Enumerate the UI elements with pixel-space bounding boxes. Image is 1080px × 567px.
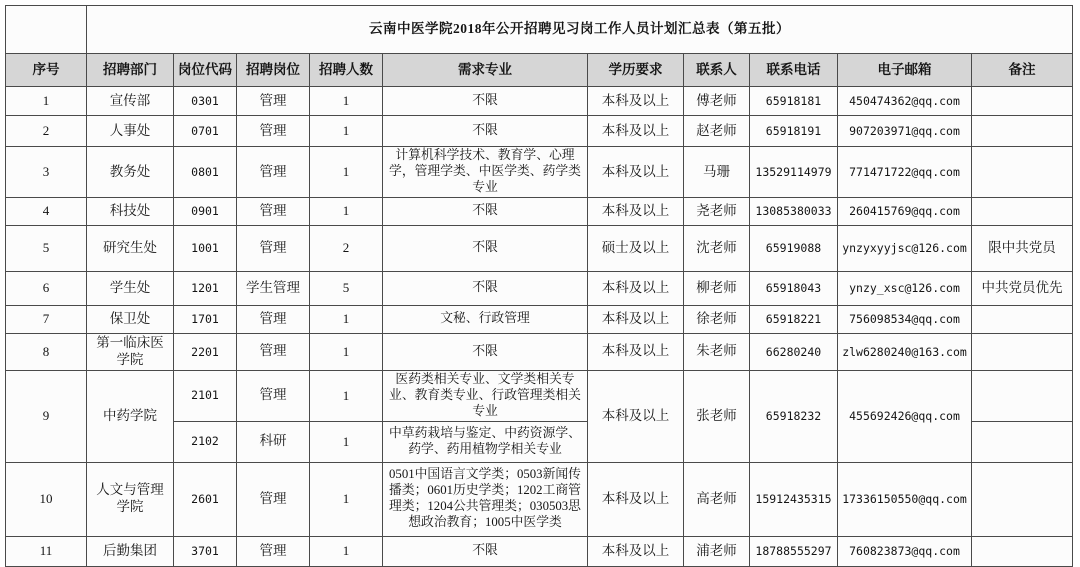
table-cell: 保卫处 bbox=[87, 305, 174, 333]
table-cell: 本科及以上 bbox=[588, 87, 684, 116]
table-cell: 65918181 bbox=[750, 87, 838, 116]
table-cell: 1701 bbox=[174, 305, 237, 333]
table-cell: 赵老师 bbox=[684, 116, 750, 147]
table-cell: 教务处 bbox=[87, 147, 174, 198]
column-header-6: 需求专业 bbox=[383, 54, 588, 87]
table-row bbox=[6, 116, 1073, 147]
table-row bbox=[6, 462, 1073, 536]
table-cell: 管理 bbox=[237, 147, 310, 198]
column-header-8: 联系人 bbox=[684, 54, 750, 87]
table-row bbox=[6, 225, 1073, 271]
table-cell: 管理 bbox=[237, 462, 310, 536]
table-cell: 3701 bbox=[174, 536, 237, 566]
table-cell: 不限 bbox=[383, 225, 588, 271]
table-cell: 管理 bbox=[237, 333, 310, 370]
table-cell: 65918191 bbox=[750, 116, 838, 147]
table-row bbox=[6, 197, 1073, 225]
table-cell: zlw6280240@163.com bbox=[838, 333, 972, 370]
table-cell: 计算机科学技术、教育学、心理学，管理学类、中医学类、药学类专业 bbox=[383, 147, 588, 198]
table-cell: 0701 bbox=[174, 116, 237, 147]
table-cell: 1 bbox=[310, 197, 383, 225]
table-cell: 1 bbox=[310, 147, 383, 198]
table-cell: 1 bbox=[310, 305, 383, 333]
table-cell: 本科及以上 bbox=[588, 147, 684, 198]
table-cell: 人文与管理学院 bbox=[87, 462, 174, 536]
table-cell bbox=[972, 333, 1073, 370]
table-cell: 本科及以上 bbox=[588, 305, 684, 333]
table-cell: 柳老师 bbox=[684, 271, 750, 305]
table-cell: 不限 bbox=[383, 271, 588, 305]
table-cell: 学生处 bbox=[87, 271, 174, 305]
table-cell: 7 bbox=[6, 305, 87, 333]
table-cell: 中共党员优先 bbox=[972, 271, 1073, 305]
table-cell: 朱老师 bbox=[684, 333, 750, 370]
table-cell: 1 bbox=[310, 462, 383, 536]
table-cell: 后勤集团 bbox=[87, 536, 174, 566]
table-row bbox=[6, 333, 1073, 370]
table-cell: 10 bbox=[6, 462, 87, 536]
table-cell: 455692426@qq.com bbox=[838, 370, 972, 462]
table-cell: 907203971@qq.com bbox=[838, 116, 972, 147]
table-cell: 1 bbox=[6, 87, 87, 116]
table-cell: ynzy_xsc@126.com bbox=[838, 271, 972, 305]
table-cell: 1 bbox=[310, 116, 383, 147]
table-cell: 2102 bbox=[174, 421, 237, 462]
table-cell: 管理 bbox=[237, 87, 310, 116]
table-cell: 不限 bbox=[383, 333, 588, 370]
table-cell: 2 bbox=[310, 225, 383, 271]
table-cell: 管理 bbox=[237, 116, 310, 147]
table-cell bbox=[972, 87, 1073, 116]
table-cell: 马珊 bbox=[684, 147, 750, 198]
table-cell: 2201 bbox=[174, 333, 237, 370]
table-cell: 13085380033 bbox=[750, 197, 838, 225]
table-cell: 17336150550@qq.com bbox=[838, 462, 972, 536]
table-cell: 研究生处 bbox=[87, 225, 174, 271]
table-cell: 本科及以上 bbox=[588, 333, 684, 370]
table-cell: 756098534@qq.com bbox=[838, 305, 972, 333]
table-cell: 65918043 bbox=[750, 271, 838, 305]
table-cell: 第一临床医学院 bbox=[87, 333, 174, 370]
table-cell: 2101 bbox=[174, 370, 237, 421]
table-cell: 本科及以上 bbox=[588, 370, 684, 462]
table-cell: ynzyxyyjsc@126.com bbox=[838, 225, 972, 271]
table-cell: 2 bbox=[6, 116, 87, 147]
table-cell: 65918221 bbox=[750, 305, 838, 333]
corner-cell bbox=[6, 6, 87, 54]
table-cell: 65919088 bbox=[750, 225, 838, 271]
table-cell: 11 bbox=[6, 536, 87, 566]
column-header-11: 备注 bbox=[972, 54, 1073, 87]
table-cell: 沈老师 bbox=[684, 225, 750, 271]
recruitment-table bbox=[5, 5, 1073, 567]
table-cell: 宣传部 bbox=[87, 87, 174, 116]
table-cell: 管理 bbox=[237, 197, 310, 225]
table-cell: 高老师 bbox=[684, 462, 750, 536]
table-cell: 管理 bbox=[237, 536, 310, 566]
table-cell: 医药类相关专业、文学类相关专业、教育类专业、行政管理类相关专业 bbox=[383, 370, 588, 421]
table-cell: 18788555297 bbox=[750, 536, 838, 566]
table-cell bbox=[972, 421, 1073, 462]
table-cell: 1 bbox=[310, 536, 383, 566]
header-row bbox=[6, 54, 1073, 87]
table-cell: 4 bbox=[6, 197, 87, 225]
table-cell: 本科及以上 bbox=[588, 536, 684, 566]
table-cell bbox=[972, 197, 1073, 225]
table-cell: 0901 bbox=[174, 197, 237, 225]
table-cell: 1 bbox=[310, 421, 383, 462]
table-cell: 中草药栽培与鉴定、中药资源学、药学、药用植物学相关专业 bbox=[383, 421, 588, 462]
table-cell: 不限 bbox=[383, 87, 588, 116]
table-cell: 13529114979 bbox=[750, 147, 838, 198]
table-row bbox=[6, 271, 1073, 305]
table-cell: 1 bbox=[310, 333, 383, 370]
table-cell: 5 bbox=[310, 271, 383, 305]
table-cell: 0801 bbox=[174, 147, 237, 198]
column-header-3: 岗位代码 bbox=[174, 54, 237, 87]
table-cell: 管理 bbox=[237, 305, 310, 333]
table-cell: 本科及以上 bbox=[588, 116, 684, 147]
column-header-10: 电子邮箱 bbox=[838, 54, 972, 87]
column-header-4: 招聘岗位 bbox=[237, 54, 310, 87]
table-cell: 760823873@qq.com bbox=[838, 536, 972, 566]
table-cell bbox=[972, 305, 1073, 333]
table-cell: 3 bbox=[6, 147, 87, 198]
table-cell: 不限 bbox=[383, 536, 588, 566]
table-cell bbox=[972, 147, 1073, 198]
table-row bbox=[6, 147, 1073, 198]
column-header-2: 招聘部门 bbox=[87, 54, 174, 87]
table-row bbox=[6, 536, 1073, 566]
table-cell bbox=[972, 370, 1073, 421]
table-cell: 科研 bbox=[237, 421, 310, 462]
table-row bbox=[6, 87, 1073, 116]
column-header-1: 序号 bbox=[6, 54, 87, 87]
title-row bbox=[6, 6, 1073, 54]
table-cell: 771471722@qq.com bbox=[838, 147, 972, 198]
table-cell bbox=[972, 462, 1073, 536]
table-row bbox=[6, 370, 1073, 421]
table-cell: 文秘、行政管理 bbox=[383, 305, 588, 333]
table-cell: 管理 bbox=[237, 225, 310, 271]
table-cell: 450474362@qq.com bbox=[838, 87, 972, 116]
table-cell: 本科及以上 bbox=[588, 462, 684, 536]
table-cell: 张老师 bbox=[684, 370, 750, 462]
table-cell: 1001 bbox=[174, 225, 237, 271]
table-cell: 66280240 bbox=[750, 333, 838, 370]
table-cell: 限中共党员 bbox=[972, 225, 1073, 271]
table-cell: 本科及以上 bbox=[588, 271, 684, 305]
table-cell: 15912435315 bbox=[750, 462, 838, 536]
table-cell: 2601 bbox=[174, 462, 237, 536]
table-cell: 1 bbox=[310, 87, 383, 116]
table-cell: 人事处 bbox=[87, 116, 174, 147]
table-cell: 尧老师 bbox=[684, 197, 750, 225]
column-header-9: 联系电话 bbox=[750, 54, 838, 87]
table-cell: 不限 bbox=[383, 197, 588, 225]
table-cell: 6 bbox=[6, 271, 87, 305]
table-cell: 中药学院 bbox=[87, 370, 174, 462]
table-body bbox=[6, 87, 1073, 567]
table-row bbox=[6, 305, 1073, 333]
column-header-7: 学历要求 bbox=[588, 54, 684, 87]
table-cell: 0501中国语言文学类；0503新闻传播类；0601历史学类；1202工商管理类；1204公共管理类；030503思想政治教育；1005中医学类 bbox=[383, 462, 588, 536]
table-cell: 科技处 bbox=[87, 197, 174, 225]
table-cell: 9 bbox=[6, 370, 87, 462]
table-cell: 浦老师 bbox=[684, 536, 750, 566]
table-cell: 65918232 bbox=[750, 370, 838, 462]
table-cell: 260415769@qq.com bbox=[838, 197, 972, 225]
table-cell bbox=[972, 536, 1073, 566]
table-cell: 傅老师 bbox=[684, 87, 750, 116]
table-cell: 不限 bbox=[383, 116, 588, 147]
column-header-5: 招聘人数 bbox=[310, 54, 383, 87]
table-cell: 0301 bbox=[174, 87, 237, 116]
table-cell: 1 bbox=[310, 370, 383, 421]
table-cell: 徐老师 bbox=[684, 305, 750, 333]
table-cell: 5 bbox=[6, 225, 87, 271]
table-cell: 硕士及以上 bbox=[588, 225, 684, 271]
page-title: 云南中医学院2018年公开招聘见习岗工作人员计划汇总表（第五批） bbox=[87, 6, 1073, 54]
table-cell: 8 bbox=[6, 333, 87, 370]
table-cell: 1201 bbox=[174, 271, 237, 305]
table-cell bbox=[972, 116, 1073, 147]
table-cell: 本科及以上 bbox=[588, 197, 684, 225]
table-cell: 管理 bbox=[237, 370, 310, 421]
table-cell: 学生管理 bbox=[237, 271, 310, 305]
